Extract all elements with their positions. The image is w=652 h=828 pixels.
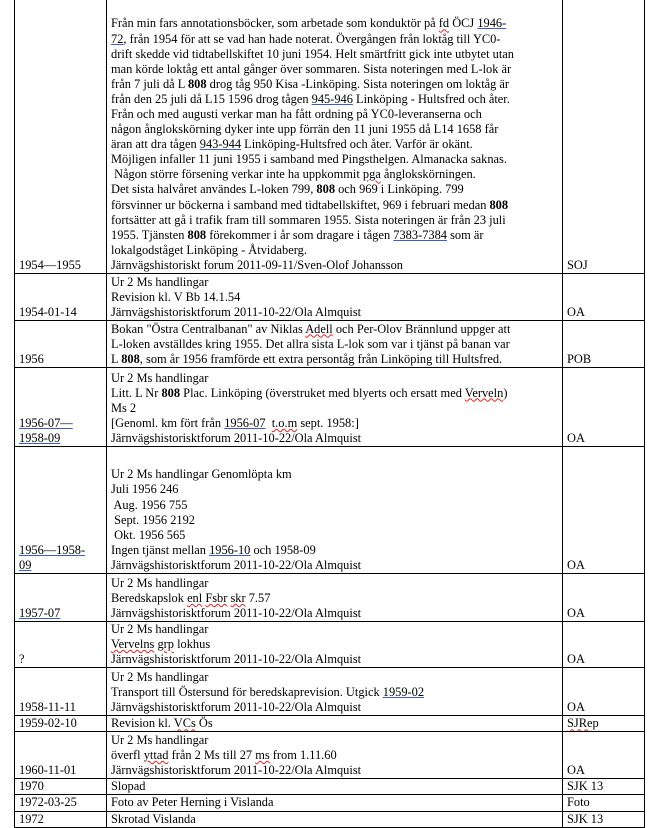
description-line: Järnvägshistorisktforum 2011-10-22/Ola Almquist — [111, 652, 362, 667]
source-text: Foto — [567, 795, 590, 810]
description-line: Revision kl. VCs Ös — [111, 716, 213, 731]
description-cell — [107, 368, 563, 447]
date-text: 1958-09 — [19, 430, 61, 445]
date-cell — [15, 0, 107, 274]
source-cell — [563, 732, 645, 779]
description-line: Ur 2 Ms handlingar Genomlöpta km — [111, 467, 292, 482]
date-text: 1956-07— — [19, 415, 73, 430]
source-cell — [563, 0, 645, 274]
source-cell — [563, 447, 645, 574]
description-line: L 808, som år 1956 framförde ett extra persontåg från Linköping till Hultsfred. — [111, 351, 503, 366]
source-cell — [563, 321, 645, 368]
date-cell — [15, 622, 107, 668]
description-line: Beredskapslok enl Fsbr skr 7.57 — [111, 590, 271, 605]
description-line: Ur 2 Ms handlingar — [111, 670, 209, 684]
date-text: 1954-01-14 — [19, 304, 77, 319]
locomotive-history-table — [14, 0, 645, 828]
description-line: Det sista halvåret användes L-loken 799, 808 och 969 i Linköping. 799 — [111, 182, 464, 197]
table-row — [15, 574, 645, 622]
date-cell — [15, 716, 107, 732]
date-cell — [15, 447, 107, 574]
description-line: från den 25 juli då L15 1596 drog tågen 945-946 Linköping - Hultsfred och åter. — [111, 91, 510, 106]
description-line: Ur 2 Ms handlingar — [111, 274, 209, 289]
description-line: Ur 2 Ms handlingar — [111, 733, 209, 748]
description-cell — [107, 779, 563, 795]
table-row — [15, 274, 645, 321]
date-cell — [15, 321, 107, 368]
date-text: 1972-03-25 — [19, 795, 77, 810]
description-line: Järnvägshistorisktforum 2011-10-22/Ola Almquist — [111, 700, 362, 715]
source-text: POB — [567, 351, 592, 366]
table-row — [15, 622, 645, 668]
source-cell — [563, 795, 645, 811]
date-cell — [15, 274, 107, 321]
description-line: Bokan "Östra Centralbanan" av Niklas Adell och Per-Olov Brännlund uppger att — [111, 321, 511, 336]
date-text: 1972 — [19, 811, 44, 826]
description-cell — [107, 622, 563, 668]
date-text: 1954—1955 — [19, 257, 81, 272]
description-line: äran att dra tågen 943-944 Linköping-Hultsfred och åter. Varför är okänt. — [111, 137, 473, 152]
source-cell — [563, 368, 645, 447]
source-text: OA — [567, 557, 585, 572]
table-row — [15, 321, 645, 368]
date-cell — [15, 795, 107, 811]
date-text: 1956 — [19, 351, 44, 366]
source-text: OA — [567, 304, 585, 319]
date-cell — [15, 732, 107, 779]
source-text: SJK 13 — [567, 811, 604, 826]
date-text: 1957-07 — [19, 605, 61, 620]
description-line: någon ånglokskörning dyker inte upp förrän den 11 juni 1955 då L14 1658 får — [111, 122, 499, 137]
description-line: 1955. Tjänsten 808 förekommer i år som dragare i tågen 7383-7384 som är — [111, 227, 484, 242]
table-row — [15, 668, 645, 716]
date-cell — [15, 811, 107, 827]
description-line: försvinner ur böckerna i samband med tidtabellskiftet, 969 i februari medan 808 — [111, 197, 509, 212]
description-cell — [107, 716, 563, 732]
description-line: Järnvägshistorisktforum 2011-10-22/Ola Almquist — [111, 557, 362, 572]
description-line: [Genoml. km fört från 1956-07 t.o.m sept. 1958:] — [111, 415, 359, 430]
description-line: Vervelns grp lokhus — [111, 637, 211, 652]
description-cell — [107, 732, 563, 779]
date-cell — [15, 574, 107, 622]
description-cell — [107, 0, 563, 274]
source-cell — [563, 274, 645, 321]
source-text: OA — [567, 700, 585, 715]
description-line: Ms 2 — [111, 400, 137, 415]
date-text: 09 — [19, 557, 32, 572]
date-text: 1956—1958- — [19, 542, 86, 557]
source-cell — [563, 716, 645, 732]
description-line: Revision kl. V Bb 14.1.54 — [111, 289, 241, 304]
table-row — [15, 795, 645, 811]
description-line: Möjligen infaller 11 juni 1955 i samband med Pingsthelgen. Almanacka saknas. — [111, 152, 507, 167]
source-cell — [563, 811, 645, 827]
description-line: fortsätter att gå i trafik fram till sommaren 1955. Sista noteringen är från 23 juli — [111, 212, 506, 227]
description-line: lokalgodståget Linköping - Åtvidaberg. — [111, 242, 307, 257]
description-line: Järnvägshistorisktforum 2011-10-22/Ola Almquist — [111, 430, 362, 445]
source-cell — [563, 574, 645, 622]
source-cell — [563, 779, 645, 795]
description-cell — [107, 321, 563, 368]
description-line: Aug. 1956 755 — [111, 497, 188, 512]
source-text: OA — [567, 652, 585, 667]
description-line: Juli 1956 246 — [111, 482, 179, 497]
description-line: Slopad — [111, 779, 146, 794]
description-line: från 7 juli då L 808 drog tåg 950 Kisa -Linköping. Sista noteringen om loktåg är — [111, 76, 510, 91]
date-text: 1959-02-10 — [19, 716, 77, 731]
source-text: SOJ — [567, 257, 588, 272]
date-text: 1958-11-11 — [19, 700, 76, 715]
description-line: Sept. 1956 2192 — [111, 512, 195, 527]
date-text: 1970 — [19, 779, 44, 794]
description-line: Foto av Peter Herning i Vislanda — [111, 795, 274, 810]
description-line: Skrotad Vislanda — [111, 811, 196, 826]
table-row — [15, 0, 645, 274]
description-line: Transport till Östersund för beredskaprevision. Utgick 1959-02 — [111, 685, 425, 700]
description-line: Ur 2 Ms handlingar — [111, 622, 209, 636]
date-cell — [15, 779, 107, 795]
source-text: OA — [567, 605, 585, 620]
description-line: drift skedde vid tidtabellskiftet 10 juni 1954. Helt smärtfritt gick inte utbytet utan — [111, 46, 514, 61]
description-line: Från och med augusti verkar man ha fått ordning på YC0-leveranserna och — [111, 106, 482, 121]
description-line: överfl yttad från 2 Ms till 27 ms from 1.11.60 — [111, 748, 337, 763]
table-row — [15, 368, 645, 447]
description-line: Järnvägshistorisktforum 2011-10-22/Ola Almquist — [111, 605, 362, 620]
source-cell — [563, 622, 645, 668]
table-row — [15, 716, 645, 732]
description-line: Ur 2 Ms handlingar — [111, 575, 209, 590]
source-text: SJK 13 — [567, 779, 604, 794]
description-line: 72, från 1954 för att se vad han hade noterat. Övergången från loktåg till YC0- — [111, 31, 501, 46]
description-cell — [107, 668, 563, 716]
source-cell — [563, 668, 645, 716]
description-line: Ingen tjänst mellan 1956-10 och 1958-09 — [111, 542, 316, 557]
date-text: 1960-11-01 — [19, 763, 77, 778]
description-line: Järnvägshistorisktforum 2011-10-22/Ola Almquist — [111, 304, 362, 319]
description-line: Järnvägshistoriskt forum 2011-09-11/Sven-Olof Johansson — [111, 257, 403, 272]
source-text: SJRep — [567, 716, 599, 731]
table-row — [15, 811, 645, 827]
description-cell — [107, 274, 563, 321]
date-cell — [15, 668, 107, 716]
source-text: OA — [567, 430, 585, 445]
description-line: man körde loktåg ett antal gånger över sommaren. Sista noteringen med L-lok är — [111, 61, 512, 76]
description-cell — [107, 811, 563, 827]
date-text: ? — [19, 652, 25, 667]
table-row — [15, 732, 645, 779]
date-cell — [15, 368, 107, 447]
description-line: Någon större försening verkar inte ha uppkommit pga ånglokskörningen. — [111, 167, 476, 182]
description-cell — [107, 447, 563, 574]
source-text: OA — [567, 763, 585, 778]
description-cell — [107, 574, 563, 622]
description-line: Okt. 1956 565 — [111, 527, 186, 542]
description-line: Järnvägshistorisktforum 2011-10-22/Ola Almquist — [111, 763, 362, 778]
table-row — [15, 447, 645, 574]
table-row — [15, 779, 645, 795]
description-cell — [107, 795, 563, 811]
description-line: L-loken avställdes kring 1955. Det allra sista L-lok som var i tjänst på banan var — [111, 336, 510, 351]
description-line: Litt. L Nr 808 Plac. Linköping (överstruket med blyerts och ersatt med Verveln) — [111, 385, 508, 400]
description-line: Från min fars annotationsböcker, som arbetade som konduktör på fd ÖCJ 1946- — [111, 16, 507, 31]
description-line: Ur 2 Ms handlingar — [111, 370, 209, 385]
